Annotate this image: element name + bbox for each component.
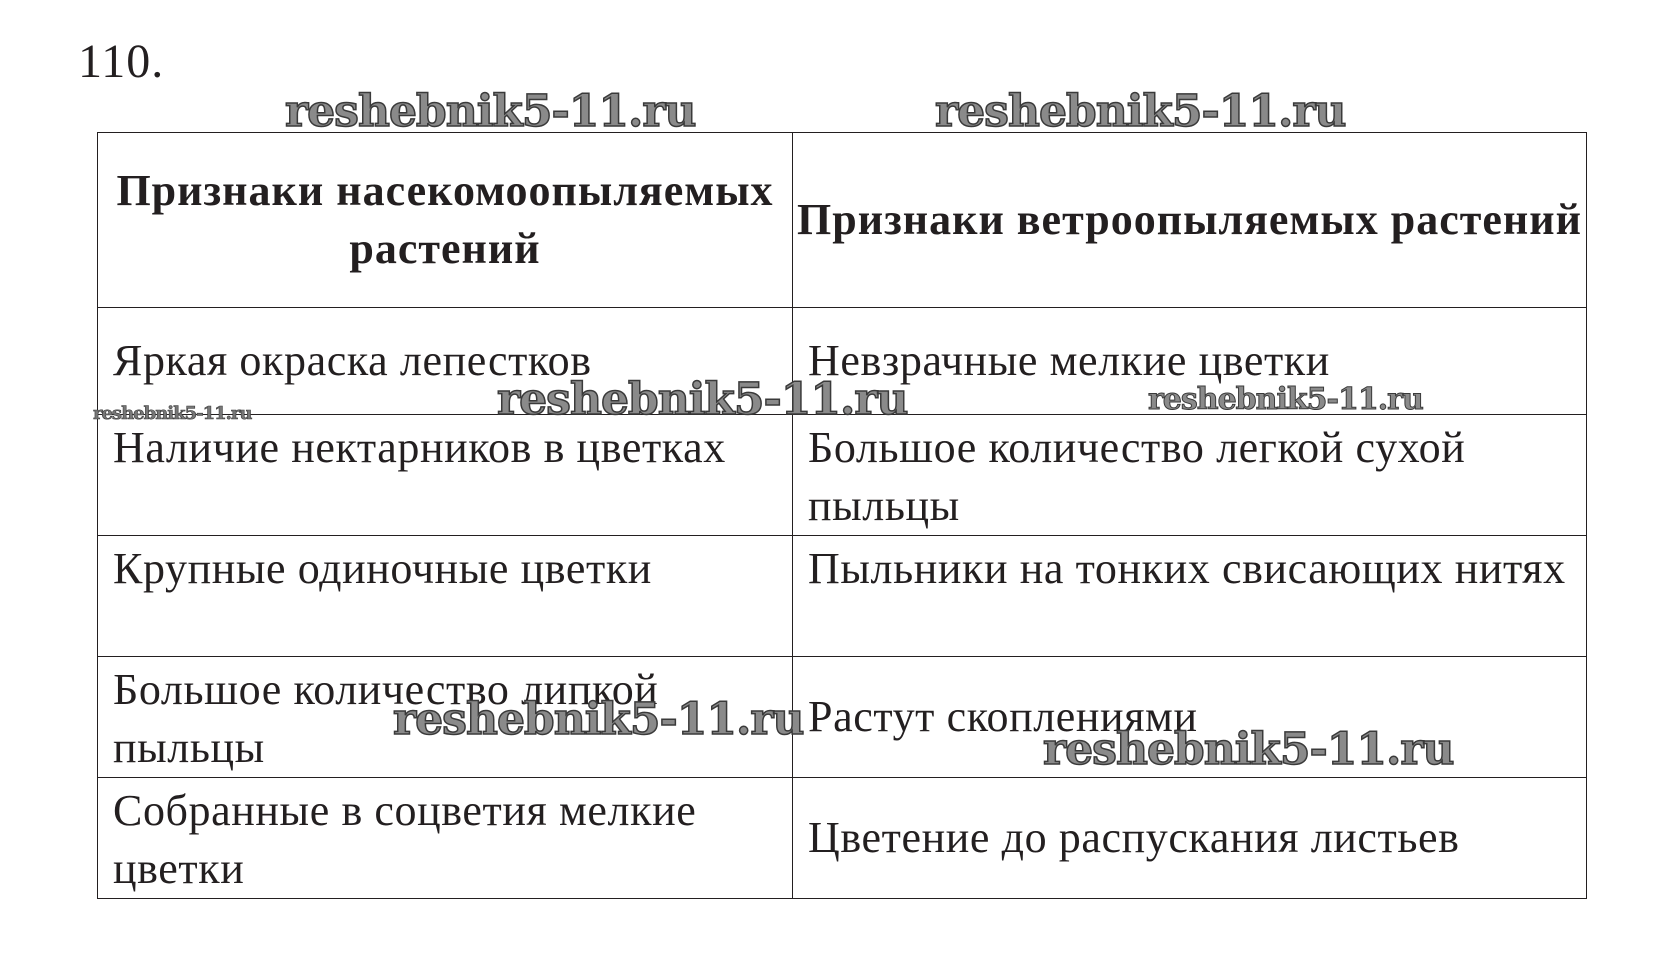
table-row (98, 778, 1587, 899)
table-cell: Большое количество легкой сухой пыльцы (793, 415, 1587, 536)
watermark-logo: reshebnik5-11.ru (285, 86, 696, 137)
table-cell: Цветение до распускания листьев (793, 778, 1587, 899)
table-row (98, 415, 1587, 536)
watermark-logo: reshebnik5-11.ru (93, 403, 252, 424)
table-cell: Невзрачные мелкие цветки (793, 308, 1587, 415)
comparison-table (97, 132, 1587, 899)
watermark-logo: reshebnik5-11.ru (497, 374, 908, 425)
watermark-logo: reshebnik5-11.ru (1148, 382, 1423, 417)
table-row (98, 308, 1587, 415)
table-cell: Растут скоплениями (793, 657, 1587, 778)
task-number: 110. (78, 35, 165, 88)
table-cell: Пыльники на тонких свисающих нитях (793, 536, 1587, 657)
table-cell: Яркая окраска лепестков (98, 308, 793, 415)
watermark-logo: reshebnik5-11.ru (1043, 724, 1454, 775)
table-cell: Большое количество липкой пыльцы (98, 657, 793, 778)
table-header-row (98, 133, 1587, 308)
table-cell: Собранные в соцветия мелкие цветки (98, 778, 793, 899)
table-row (98, 536, 1587, 657)
watermark-logo: reshebnik5-11.ru (393, 694, 804, 745)
header-wind-pollinated: Признаки ветроопыляемых растений (793, 133, 1587, 308)
table-cell: Крупные одиночные цветки (98, 536, 793, 657)
watermark-logo: reshebnik5-11.ru (935, 86, 1346, 137)
header-insect-pollinated: Признаки насекомоопыляемых растений (98, 133, 793, 308)
table-cell: Наличие нектарников в цветках (98, 415, 793, 536)
table-row (98, 657, 1587, 778)
